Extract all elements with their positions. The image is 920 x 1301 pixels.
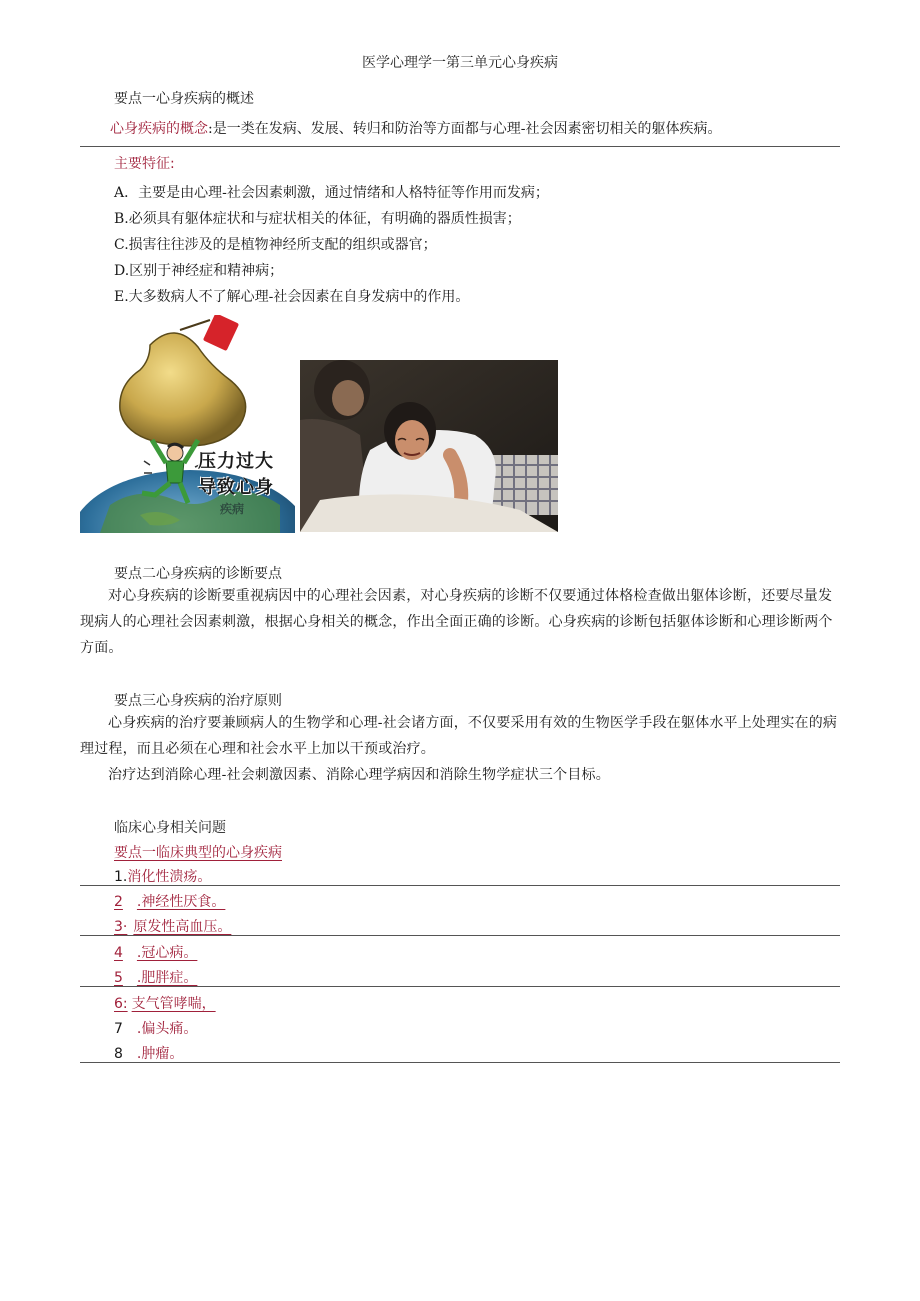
disease-item-1 xyxy=(114,866,211,886)
cartoon-caption-3: 疾病 xyxy=(220,502,245,516)
disease-item-4 xyxy=(114,942,197,962)
feature-item-e: E.大多数病人不了解心理-社会因素在自身发病中的作用。 xyxy=(114,289,470,305)
disease-num: 3· xyxy=(114,919,128,935)
divider xyxy=(80,935,840,936)
disease-item-5 xyxy=(114,967,197,987)
divider xyxy=(80,986,840,987)
disease-item-8 xyxy=(114,1043,183,1063)
section4-subheading: 要点一临床典型的心身疾病 xyxy=(114,845,282,861)
disease-name: .肿瘤。 xyxy=(136,1046,184,1062)
disease-name: .神经性厌食。 xyxy=(136,894,226,910)
cartoon-caption-2: 导致心身 xyxy=(198,477,274,498)
section3-paragraph-1: 心身疾病的治疗要兼顾病人的生物学和心理-社会诸方面，不仅要采用有效的生物医学手段在躯体水平上处理实在的病理过程，而且必须在心理和社会水平上加以干预或治疗。 xyxy=(80,715,838,757)
cartoon-caption-1: 压力过大 xyxy=(198,451,274,472)
feature-item-c: C.损害往往涉及的是植物神经所支配的组织或器官； xyxy=(114,237,437,253)
disease-num: 5 xyxy=(114,970,123,986)
disease-item-3 xyxy=(114,916,231,936)
section1-heading: 要点一心身疾病的概述 xyxy=(114,91,254,107)
disease-name: .冠心病。 xyxy=(136,945,198,961)
disease-item-6 xyxy=(114,993,216,1013)
section3-heading: 要点三心身疾病的治疗原则 xyxy=(114,693,282,709)
feature-item-d: D.区别于神经症和精神病； xyxy=(114,263,284,279)
disease-name: .偏头痛。 xyxy=(136,1021,198,1037)
disease-item-2 xyxy=(114,891,225,911)
concept-line xyxy=(110,118,721,138)
section2-paragraph: 对心身疾病的诊断要重视病因中的心理社会因素，对心身疾病的诊断不仅要通过体格检查做出躯体诊断，还要尽量发现病人的心理社会因素刺激，根据心身相关的概念，作出全面正确的诊断。心身疾病的诊断包括躯体诊断和心理诊断两个方面。 xyxy=(80,588,833,656)
disease-item-7 xyxy=(114,1018,197,1038)
section4-heading: 临床心身相关问题 xyxy=(114,820,226,836)
disease-name: .肥胖症。 xyxy=(136,970,198,986)
disease-name: 原发性高血压。 xyxy=(133,919,232,935)
divider xyxy=(80,1062,840,1063)
feature-item-b: B.必须具有躯体症状和与症状相关的体征，有明确的器质性损害； xyxy=(114,211,521,227)
disease-num: 6: xyxy=(114,996,128,1012)
concept-text: :是一类在发病、发展、转归和防治等方面都与心理-社会因素密切相关的躯体疾病。 xyxy=(208,121,722,137)
feature-item-a: A．主要是由心理-社会因素刺激，通过情绪和人格特征等作用而发病； xyxy=(114,185,549,201)
divider xyxy=(80,146,840,147)
features-label: 主要特征: xyxy=(114,156,175,172)
concept-label: 心身疾病的概念 xyxy=(110,121,208,137)
disease-num: 4 xyxy=(114,945,123,961)
distressed-woman-photo xyxy=(300,360,558,532)
divider xyxy=(80,885,840,886)
stress-cartoon-image xyxy=(80,315,295,533)
disease-num: 1. xyxy=(114,869,128,885)
disease-name: 支气管哮喘， xyxy=(131,996,216,1012)
disease-num: 7 xyxy=(114,1021,123,1037)
disease-num: 8 xyxy=(114,1046,123,1062)
disease-num: 2 xyxy=(114,894,123,910)
disease-name: 消化性溃疡。 xyxy=(127,869,212,885)
document-title: 医学心理学一第三单元心身疾病 xyxy=(362,55,558,71)
section2-heading: 要点二心身疾病的诊断要点 xyxy=(114,566,282,582)
section3-paragraph-2: 治疗达到消除心理-社会刺激因素、消除心理学病因和消除生物学症状三个目标。 xyxy=(108,767,610,783)
